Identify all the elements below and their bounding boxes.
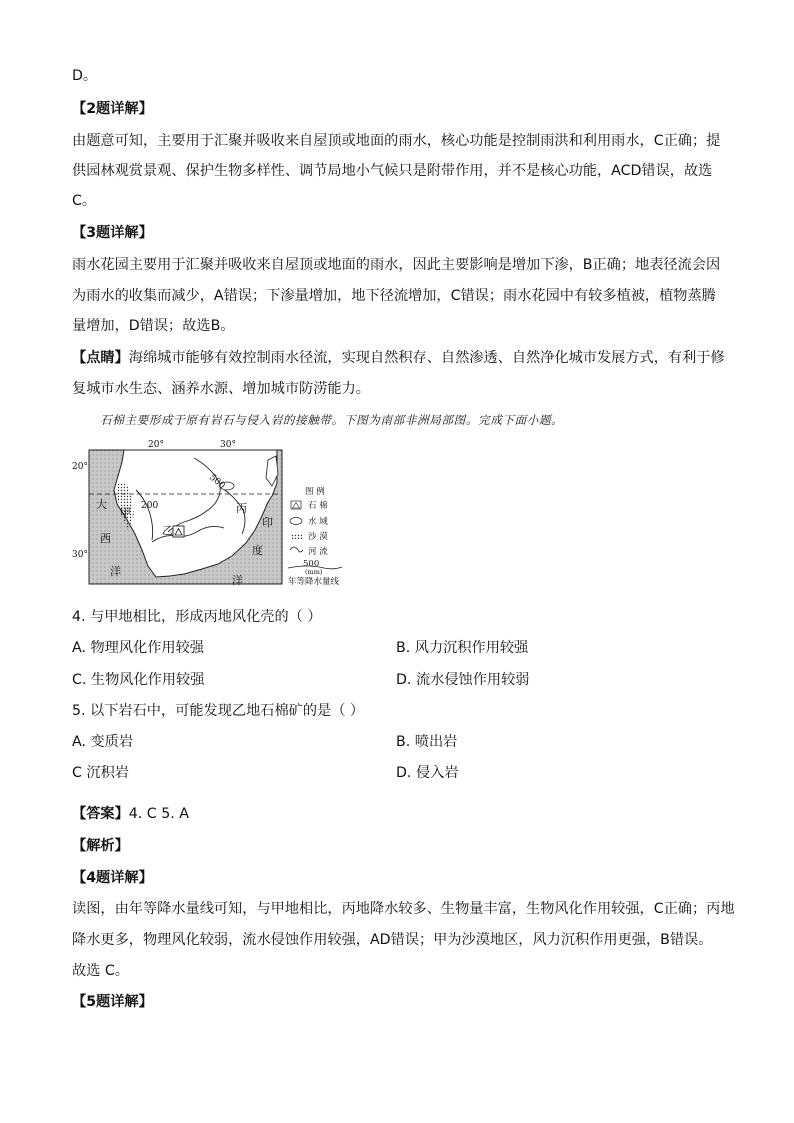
section-heading: 【5题详解】 (72, 994, 153, 1010)
isohyet-label: 500 (207, 472, 227, 492)
option-d: D. 侵入岩 (396, 765, 459, 781)
legend-iso-unit: (mm) (305, 568, 323, 576)
legend-river-icon (290, 547, 303, 552)
analysis-label: 【解析】 (72, 838, 129, 854)
lon-label: 20° (148, 440, 164, 450)
text-line: 雨水花园主要用于汇聚并吸收来自屋顶或地面的雨水，因此主要影响是增加下渗，B正确；地表径流会因 (72, 257, 721, 273)
text-line: 复城市水生态、涵养水源、增加城市防涝能力。 (72, 381, 370, 397)
lat-label: 30° (72, 550, 88, 560)
legend-title: 图 例 (305, 487, 325, 497)
option-b: B. 风力沉积作用较强 (396, 640, 529, 656)
lat-label: 20° (72, 462, 88, 472)
option-b: B. 喷出岩 (396, 734, 458, 750)
place-jia: 甲 (120, 506, 131, 519)
ocean-label: 大 (96, 498, 107, 511)
legend-asbestos: 石 棉 (308, 501, 328, 511)
text-line: C。 (72, 193, 97, 209)
ocean-label: 度 (252, 544, 263, 557)
place-bing: 丙 (236, 502, 247, 515)
legend-iso-value: 500 (303, 559, 320, 569)
answer-label: 【答案】 (72, 806, 129, 822)
option-c: C. 生物风化作用较强 (72, 672, 205, 688)
isohyet-label: 200 (141, 501, 159, 511)
ocean-label: 印 (262, 516, 273, 529)
southern-africa-map (72, 438, 347, 588)
ocean-label: 洋 (110, 565, 121, 578)
text-line: 故选 C。 (72, 963, 129, 979)
section-heading: 【4题详解】 (72, 870, 153, 886)
legend-river: 河 流 (308, 547, 328, 557)
option-d: D. 流水侵蚀作用较弱 (396, 672, 530, 688)
text-line: 量增加，D错误；故选B。 (72, 318, 235, 334)
question-stem: 5. 以下岩石中，可能发现乙地石棉矿的是（ ） (72, 703, 365, 719)
legend-water-icon (290, 518, 302, 525)
question-stem: 4. 与甲地相比，形成丙地风化壳的（ ） (72, 609, 322, 625)
legend-desert: 沙 漠 (308, 532, 328, 542)
dianjing-text: 海绵城市能够有效控制雨水径流，实现自然积存、自然渗透、自然净化城市发展方式，有利于修 (128, 350, 725, 366)
legend-iso-label: 年等降水量线 (288, 577, 340, 587)
question-intro: 石棉主要形成于原有岩石与侵入岩的接触带。下图为南部非洲局部图。完成下面小题。 (100, 413, 564, 427)
dianjing-label: 【点睛】 (72, 350, 129, 366)
section-heading: 【2题详解】 (72, 101, 153, 117)
ocean-label: 西 (100, 532, 111, 545)
section-heading: 【3题详解】 (72, 225, 153, 241)
option-c: C 沉积岩 (72, 765, 129, 781)
option-a: A. 物理风化作用较强 (72, 640, 204, 656)
text-line: 为雨水的收集而减少，A错误；下渗量增加，地下径流增加，C错误；雨水花园中有较多植被，植物蒸腾 (72, 288, 716, 304)
answer-text: 4. C 5. A (128, 806, 189, 822)
text-line: D。 (72, 68, 98, 84)
place-yi: 乙 (162, 524, 173, 537)
text-line: 供园林观赏景观、保护生物多样性、调节局地小气候只是附带作用，并不是核心功能，ACD错误，故选 (72, 163, 713, 179)
text-line (72, 348, 725, 368)
text-line: 降水更多，物理风化较弱，流水侵蚀作用较强，AD错误；甲为沙漠地区，风力沉积作用更强，B错误。 (72, 932, 713, 948)
answer-line (72, 804, 189, 824)
lon-label: 30° (220, 440, 236, 450)
legend-desert-icon (290, 533, 302, 539)
option-a: A. 变质岩 (72, 734, 134, 750)
ocean-label: 洋 (232, 574, 243, 587)
text-line: 由题意可知，主要用于汇聚并吸收来自屋顶或地面的雨水，核心功能是控制雨洪和利用雨水，C正确；提 (72, 133, 721, 149)
text-line: 读图，由年等降水量线可知，与甲地相比，丙地降水较多、生物量丰富，生物风化作用较强，C正确；丙地 (72, 901, 735, 917)
legend-water: 水 域 (308, 517, 328, 527)
